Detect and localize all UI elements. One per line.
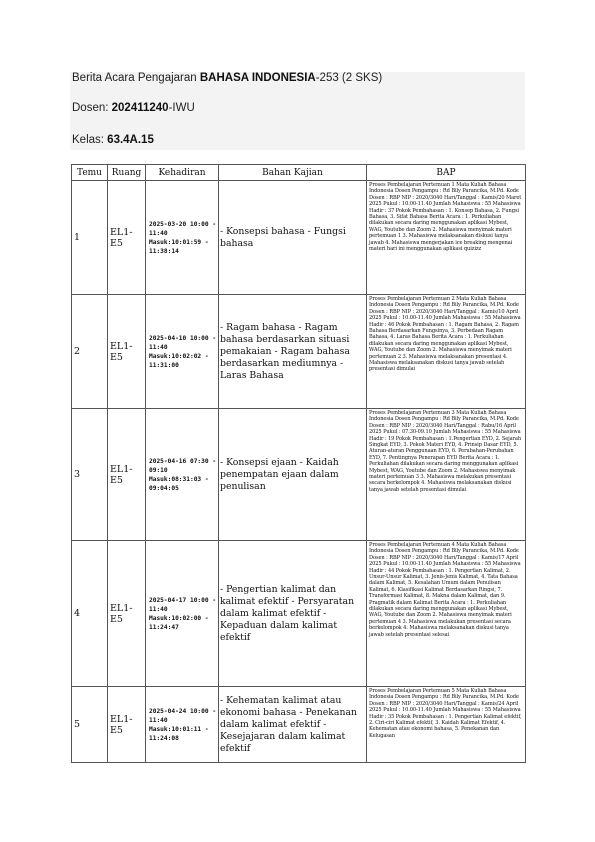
meeting-number: 5 [72, 687, 108, 763]
bap-text: Proses Pembelajaran Pertemuan 1 Mata Kuliah Bahasa Indonesia Dosen Pengampu : Rd Bily Parancika, M.Pd. Kode Dosen : RBP NIP : 2020/3040 Hari/Tanggal : Kamis/20 Maret 2025 Pukul : 10.00-11.40 Jumlah Mahasiswa : 55 Mahasiswa Hadir : 37 Pokok Pembahasan : 1. Konsep Bahasa, 2. Fungsi Bahasa, 3. Sifat Bahasa Berita Acara : 1. Perkuliahan dilakukan secara daring menggunakan aplikasi Mybest, WAG, Youtube dan Zoom 2. Mahasiswa menyimak materi pertemuan 1 3. Mahasiswa melaksanakan diskusi tanya jawab 4. Mahasiswa mengerjakan ice breaking mengenai materi hari ini menggunakan aplikasi quizizz [367, 181, 526, 295]
topic: - Ragam bahasa - Ragam bahasa berdasarkan situasi pemakaian - Ragam bahasa berdasarkan mediumnya - Laras Bahasa [219, 295, 367, 409]
lecturer-line [72, 102, 195, 114]
room: EL1-E5 [108, 541, 146, 687]
room: EL1-E5 [108, 409, 146, 541]
attendance-label: Masuk: [149, 725, 172, 733]
header-topic: Bahan Kajian [219, 165, 367, 181]
attendance-time: 10:02:02 - 11:31:00 [149, 352, 209, 369]
course-code: -253 (2 SKS) [315, 72, 383, 84]
attendance-label: Masuk: [149, 238, 172, 246]
attendance-cell [146, 541, 219, 687]
header-meeting: Temu [72, 165, 108, 181]
attendance-time: 10:01:11 - 11:24:08 [149, 725, 209, 742]
lecturer-suffix: -IWU [168, 102, 195, 114]
attendance-cell [146, 687, 219, 763]
course-name: BAHASA INDONESIA [199, 72, 316, 84]
table-row [72, 541, 526, 687]
document-header [70, 72, 525, 150]
attendance-cell [146, 295, 219, 409]
topic: - Konsepsi bahasa - Fungsi bahasa [219, 181, 367, 295]
attendance-time: 08:31:03 - 09:04:05 [149, 475, 209, 492]
bap-text: Proses Pembelajaran Pertemuan 5 Mata Kuliah Bahasa Indonesia Dosen Pengampu : Rd Bily Parancika, M.Pd. Kode Dosen : RBP NIP : 2020/3040 Hari/Tanggal : Kamis/24 April 2025 Pukul : 10.00-11.40 Jumlah Mahasiswa : 55 Mahasiswa Hadir : 35 Pokok Pembahasan : 1. Pengertian Kalimat efektif, 2. Ciri-ciri Kalimat efektif, 3. Kaidah Kalimat Efektif, 4. Kehematan atau ekonomi bahasa, 5. Penekanan dan Kelugasan [367, 687, 526, 763]
table-header-row [72, 165, 526, 181]
meeting-number: 1 [72, 181, 108, 295]
attendance-label: Masuk: [149, 352, 172, 360]
schedule: 2025-04-16 07:30 - 09:10 [149, 457, 217, 474]
room: EL1-E5 [108, 181, 146, 295]
table-row [72, 181, 526, 295]
schedule: 2025-03-20 10:00 - 11:40 [149, 220, 217, 237]
header-bap: BAP [367, 165, 526, 181]
table-row [72, 295, 526, 409]
room: EL1-E5 [108, 295, 146, 409]
attendance-label: Masuk: [149, 614, 172, 622]
lecturer-label: Dosen: [72, 102, 112, 114]
title-prefix: Berita Acara Pengajaran [72, 72, 200, 84]
topic: - Pengertian kalimat dan kalimat efektif - Persyaratan dalam kalimat efektif - Kepaduan dalam kalimat efektif [219, 541, 367, 687]
class-line [72, 134, 154, 146]
table-row [72, 409, 526, 541]
bap-text: Proses Pembelajaran Pertemuan 3 Mata Kuliah Bahasa Indonesia Dosen Pengampu : Rd Bily Parancika, M.Pd. Kode Dosen : RBP NIP : 2020/3040 Hari/Tanggal : Rabu/16 April 2025 Pukul : 07.30-09.10 Jumlah Mahasiswa : 55 Mahasiswa Hadir : 19 Pokok Pembahasan : 1.Pengertian EYD, 2. Sejarah Singkat EYD, 3. Pokok Materi EYD, 4. Prinsip Dasar EYD, 5. Aturan-aturan Penggunaan EYD, 6. Perubahan-Perubahan EYD, 7. Pentingnya Penerapan EYD Berita Acara : 1. Perkuliahan dilakukan secara daring menggunakan aplikasi Mybest, WAG, Youtube dan Zoom 2. Mahasiswa menyimak materi pertemuan 3 3. Mahasiswa melakukan presentasi secara berkelompok 4. Mahasiswa melaksanakan diskusi tanya jawab setelah presentasi dimulai [367, 409, 526, 541]
attendance-cell [146, 181, 219, 295]
attendance-time: 10:02:00 - 11:24:47 [149, 614, 209, 631]
class-label: Kelas: [72, 134, 108, 146]
document-title [72, 72, 382, 84]
meeting-number: 2 [72, 295, 108, 409]
meeting-table [71, 164, 526, 763]
header-attendance: Kehadiran [146, 165, 219, 181]
schedule: 2025-04-24 10:00 - 11:40 [149, 707, 217, 724]
schedule: 2025-04-17 10:00 - 11:40 [149, 596, 217, 613]
bap-text: Proses Pembelajaran Pertemuan 2 Mata Kuliah Bahasa Indonesia Dosen Pengampu : Rd Bily Parancika, M.Pd. Kode Dosen : RBP NIP : 2020/3040 Hari/Tanggal : Kamis/10 April 2025 Pukul : 10.00-11.40 Jumlah Mahasiswa : 55 Mahasiswa Hadir : 46 Pokok Pembahasan : 1. Ragam Bahasa, 2. Ragam Bahasa Berdasarkan Fungsinya, 3. Perbedaan Ragam Bahasa, 4. Laras Bahasa Berita Acara : 1. Perkuliahan dilakukan secara daring menggunakan aplikasi Mybest, WAG, Youtube dan Zoom 2. Mahasiswa menyimak materi pertemuan 2 3. Mahasiswa melaksanakan presentasi 4. Mahasiswa melaksanakan diskusi tanya jawab setelah presentasi dimulai [367, 295, 526, 409]
table-row [72, 687, 526, 763]
attendance-cell [146, 409, 219, 541]
attendance-label: Masuk: [149, 475, 172, 483]
topic: - Kehematan kalimat atau ekonomi bahasa - Penekanan dalam kalimat efektif - Kesejajaran dalam kalimat efektif [219, 687, 367, 763]
class-code: 63.4A.15 [107, 134, 154, 146]
lecturer-id: 202411240 [111, 102, 169, 114]
bap-text: Proses Pembelajaran Pertemuan 4 Mata Kuliah Bahasa Indonesia Dosen Pengampu : Rd Bily Parancika, M.Pd. Kode Dosen : RBP NIP : 2020/3040 Hari/Tanggal : Kamis/17 April 2025 Pukul : 10.00-11.40 Jumlah Mahasiswa : 55 Mahasiswa Hadir : 44 Pokok Pembahasan : 1. Pengertian Kalimat, 2. Unsur-Unsur Kalimat, 3. Jenis-Jenis Kalimat, 4. Tata Bahasa dalam Kalimat, 5. Kesalahan Umum dalam Penulisan Kalimat, 6. Klasifikasi Kalimat Berdasarkan Ringsi, 7. Transformasi Kalimat, 8. Makna dalam Kalimat, dan 9. Pragmatik dalam Kalimat Berita Acara : 1. Perkuliahan dilakukan secara daring menggunakan aplikasi Mybest, WAG, Youtube dan Zoom 2. Mahasiswa menyimak materi pertemuan 4 3. Mahasiswa melakukan presentasi secara berkelompok 4. Mahasiswa melaksanakan diskusi tanya jawab setelah presentasi selesai [367, 541, 526, 687]
header-room: Ruang [108, 165, 146, 181]
schedule: 2025-04-10 10:00 - 11:40 [149, 334, 217, 351]
meeting-number: 4 [72, 541, 108, 687]
meeting-number: 3 [72, 409, 108, 541]
room: EL1-E5 [108, 687, 146, 763]
attendance-time: 10:01:59 - 11:38:14 [149, 238, 209, 255]
topic: - Konsepsi ejaan - Kaidah penempatan ejaan dalam penulisan [219, 409, 367, 541]
